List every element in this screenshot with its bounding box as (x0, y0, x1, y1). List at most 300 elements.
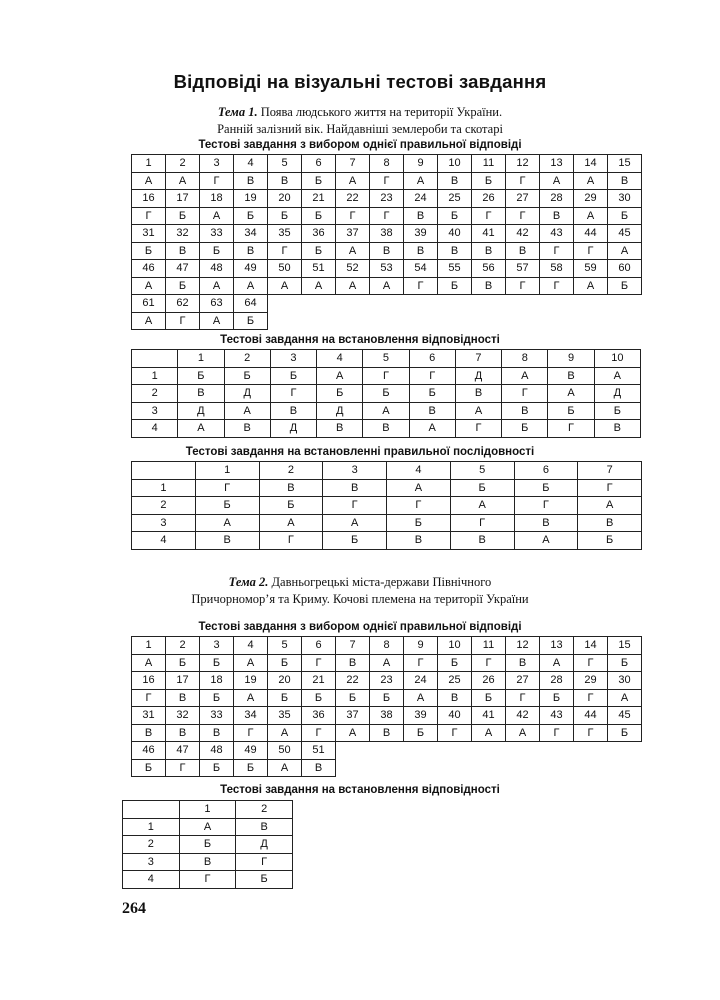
table-cell: Д (317, 402, 363, 420)
table-cell: 49 (234, 742, 268, 760)
table-cell: Г (370, 207, 404, 225)
table-cell: В (506, 242, 540, 260)
table-cell: Г (404, 277, 438, 295)
table-row (132, 385, 641, 403)
table-cell: А (302, 277, 336, 295)
table-cell: 3 (200, 637, 234, 655)
table-cell: 33 (200, 707, 234, 725)
table-cell: В (548, 367, 594, 385)
page-title: Відповіді на візуальні тестові завдання (173, 71, 547, 92)
table-cell: 48 (200, 742, 234, 760)
table-row (132, 367, 641, 385)
table-cell: А (166, 172, 200, 190)
table-cell: А (234, 654, 268, 672)
table-cell: 43 (540, 707, 574, 725)
table-cell: 38 (370, 707, 404, 725)
table-cell: В (166, 724, 200, 742)
table-row (132, 672, 642, 690)
table-cell: А (506, 724, 540, 742)
table-cell: 14 (574, 155, 608, 173)
table-cell: Г (166, 312, 200, 330)
table-cell: А (370, 277, 404, 295)
table-cell: 39 (404, 225, 438, 243)
table-cell: Г (195, 479, 259, 497)
table-cell: 2 (166, 637, 200, 655)
table-cell: 12 (506, 637, 540, 655)
table-cell: 13 (540, 155, 574, 173)
table-t2-matching (122, 800, 293, 889)
table-cell: 25 (438, 190, 472, 208)
table-cell: 13 (540, 637, 574, 655)
table-cell: 55 (438, 260, 472, 278)
table-cell: А (387, 479, 451, 497)
table-cell: 21 (302, 190, 336, 208)
table-row (132, 277, 642, 295)
table-cell: В (166, 242, 200, 260)
table-cell: 6 (302, 637, 336, 655)
table-cell: Б (178, 367, 224, 385)
table-cell: Б (224, 367, 270, 385)
table-cell: А (594, 367, 640, 385)
table-row (132, 402, 641, 420)
table-cell: А (132, 654, 166, 672)
table-cell: Б (268, 207, 302, 225)
table-cell: А (540, 172, 574, 190)
table-cell: В (302, 759, 336, 777)
table-cell: В (387, 532, 451, 550)
table-cell: 23 (370, 672, 404, 690)
table-cell: Б (387, 514, 451, 532)
table-cell: 40 (438, 707, 472, 725)
table-row (132, 312, 642, 330)
table-row (132, 190, 642, 208)
table-cell: 12 (506, 155, 540, 173)
table-row (132, 242, 642, 260)
table-cell: Б (594, 402, 640, 420)
table-cell: В (404, 242, 438, 260)
caption-t1-single-choice: Тестові завдання з вибором однієї правильної відповіді (198, 139, 522, 151)
table-cell: В (472, 277, 506, 295)
table-cell: А (323, 514, 387, 532)
table-cell: Б (302, 207, 336, 225)
table-cell: 45 (608, 707, 642, 725)
table-cell: В (594, 420, 640, 438)
table-cell: 3 (323, 462, 387, 480)
table-cell: В (336, 654, 370, 672)
table-cell: 52 (336, 260, 370, 278)
table-cell (132, 350, 178, 368)
table-cell: В (540, 207, 574, 225)
table-cell: Д (455, 367, 501, 385)
table-cell: А (336, 172, 370, 190)
table-row (132, 462, 642, 480)
table-cell: Г (404, 654, 438, 672)
table-cell: 37 (336, 707, 370, 725)
table-cell: Г (302, 724, 336, 742)
table-cell: В (514, 514, 578, 532)
table-cell: А (574, 172, 608, 190)
table-cell: Г (302, 654, 336, 672)
table-cell: А (363, 402, 409, 420)
table-cell: 1 (132, 637, 166, 655)
table-cell: 26 (472, 190, 506, 208)
table-t1-single-choice (131, 154, 642, 330)
table-cell: Б (404, 724, 438, 742)
table-cell: В (132, 724, 166, 742)
table-row (132, 155, 642, 173)
table-cell: Г (438, 724, 472, 742)
table-cell: А (178, 420, 224, 438)
topic-1-line-2: Ранній залізний вік. Найдавніші землероби та скотарі (217, 122, 503, 136)
table-cell: Б (438, 207, 472, 225)
table-cell: А (409, 420, 455, 438)
table-cell: Г (540, 277, 574, 295)
table-cell: 61 (132, 295, 166, 313)
table-cell: 2 (132, 497, 196, 515)
table-row (132, 260, 642, 278)
table-cell: Б (608, 724, 642, 742)
caption-t2-single-choice: Тестові завдання з вибором однієї правильної відповіді (198, 621, 522, 633)
table-cell: Г (472, 207, 506, 225)
table-cell: А (200, 277, 234, 295)
table-cell: Б (608, 277, 642, 295)
table-cell: 41 (472, 225, 506, 243)
table-cell: 4 (387, 462, 451, 480)
table-cell: 25 (438, 672, 472, 690)
table-cell: Г (514, 497, 578, 515)
table-cell: 33 (200, 225, 234, 243)
table-cell: В (608, 172, 642, 190)
table-cell: 18 (200, 672, 234, 690)
table-row (132, 654, 642, 672)
table-cell: Б (302, 242, 336, 260)
table-cell: В (450, 532, 514, 550)
table-cell: Г (506, 207, 540, 225)
table-cell: Б (370, 689, 404, 707)
table-cell: Б (438, 277, 472, 295)
table-cell: 8 (370, 637, 404, 655)
table-cell: 1 (132, 479, 196, 497)
table-cell: Г (455, 420, 501, 438)
table-cell: В (370, 242, 404, 260)
table-cell: Г (387, 497, 451, 515)
table-cell: Б (323, 532, 387, 550)
table-cell: Г (540, 724, 574, 742)
table-cell: В (234, 172, 268, 190)
table-cell: Б (302, 172, 336, 190)
table-cell: Г (234, 724, 268, 742)
table-cell: В (195, 532, 259, 550)
table-cell: Г (548, 420, 594, 438)
table-cell: 2 (132, 385, 178, 403)
table-cell: 29 (574, 190, 608, 208)
table-cell: 32 (166, 225, 200, 243)
table-cell: 1 (132, 367, 178, 385)
table-cell: 15 (608, 155, 642, 173)
table-cell: 9 (404, 637, 438, 655)
table-cell: А (450, 497, 514, 515)
table-empty-space (336, 742, 642, 760)
table-cell: А (132, 312, 166, 330)
table-cell: 34 (234, 225, 268, 243)
table-cell: Б (234, 207, 268, 225)
table-cell: 57 (506, 260, 540, 278)
table-cell: 27 (506, 672, 540, 690)
table-cell: 1 (195, 462, 259, 480)
table-cell: 28 (540, 672, 574, 690)
table-cell: 5 (268, 155, 302, 173)
table-row (132, 225, 642, 243)
table-cell: 16 (132, 190, 166, 208)
table-row (132, 724, 642, 742)
table-cell: А (224, 402, 270, 420)
table-cell: А (200, 207, 234, 225)
table-cell: В (166, 689, 200, 707)
table-cell: А (608, 689, 642, 707)
table-cell: 3 (200, 155, 234, 173)
table-cell: Б (268, 689, 302, 707)
table-cell: Г (268, 242, 302, 260)
table-cell: Д (178, 402, 224, 420)
table-cell: Б (548, 402, 594, 420)
table-cell: Б (179, 836, 236, 854)
table-cell: 7 (336, 637, 370, 655)
table-cell: Б (234, 759, 268, 777)
table-cell: 10 (594, 350, 640, 368)
table-cell: 6 (514, 462, 578, 480)
table-cell: Г (574, 654, 608, 672)
table-row (132, 707, 642, 725)
table-row (132, 514, 642, 532)
table-cell: 22 (336, 190, 370, 208)
table-cell: В (268, 172, 302, 190)
table-row (132, 207, 642, 225)
table-cell: 51 (302, 742, 336, 760)
table-cell: 49 (234, 260, 268, 278)
table-row (132, 479, 642, 497)
caption-t1-matching: Тестові завдання на встановлення відповідності (220, 334, 500, 346)
table-cell: А (370, 654, 404, 672)
table-cell: Г (370, 172, 404, 190)
table-cell: 58 (540, 260, 574, 278)
table-cell: 5 (363, 350, 409, 368)
table-cell: Г (574, 242, 608, 260)
table-cell: 3 (270, 350, 316, 368)
table-cell: 4 (132, 420, 178, 438)
table-cell: 31 (132, 707, 166, 725)
table-cell: А (336, 724, 370, 742)
topic-1-heading (0, 104, 720, 138)
table-cell: 51 (302, 260, 336, 278)
table-cell: 26 (472, 672, 506, 690)
table-cell: Б (270, 367, 316, 385)
table-cell: В (438, 242, 472, 260)
table-cell: А (259, 514, 323, 532)
table-cell (132, 462, 196, 480)
table-cell: В (200, 724, 234, 742)
table-row (123, 836, 293, 854)
topic-2-line-2: Причорномор’я та Криму. Кочові племена на території України (191, 592, 529, 606)
table-cell: Г (200, 172, 234, 190)
table-cell: 45 (608, 225, 642, 243)
table-cell: Б (234, 312, 268, 330)
table-cell: 64 (234, 295, 268, 313)
table-cell: 47 (166, 260, 200, 278)
table-cell: А (608, 242, 642, 260)
table-cell: А (540, 654, 574, 672)
caption-t2-matching: Тестові завдання на встановлення відповідності (220, 784, 500, 796)
table-cell: 38 (370, 225, 404, 243)
table-cell: В (224, 420, 270, 438)
table-cell: 14 (574, 637, 608, 655)
table-cell: 46 (132, 742, 166, 760)
table-cell: 60 (608, 260, 642, 278)
table-cell: 4 (234, 155, 268, 173)
table-cell: 8 (370, 155, 404, 173)
table-cell: Б (302, 689, 336, 707)
table-cell: 4 (234, 637, 268, 655)
table-cell: 32 (166, 707, 200, 725)
table-cell: В (404, 207, 438, 225)
table-cell: 7 (455, 350, 501, 368)
table-cell: Б (514, 479, 578, 497)
table-cell: 9 (404, 155, 438, 173)
table-cell: В (317, 420, 363, 438)
table-cell: Г (132, 689, 166, 707)
table-cell: 39 (404, 707, 438, 725)
table-cell: Г (270, 385, 316, 403)
table-cell: 10 (438, 637, 472, 655)
table-cell: 2 (123, 836, 180, 854)
table-cell: 17 (166, 672, 200, 690)
topic-2-line-1: Давньогрецькі міста-держави Північного (271, 575, 492, 589)
table-cell: 20 (268, 672, 302, 690)
table-cell: Б (608, 654, 642, 672)
table-cell: 5 (268, 637, 302, 655)
table-cell: В (455, 385, 501, 403)
table-row (132, 420, 641, 438)
table-cell: 24 (404, 190, 438, 208)
table-cell: Б (608, 207, 642, 225)
table-cell: Б (363, 385, 409, 403)
table-row (132, 742, 642, 760)
table-row (132, 759, 642, 777)
table-cell: 24 (404, 672, 438, 690)
table-cell: В (259, 479, 323, 497)
table-cell: 27 (506, 190, 540, 208)
table-cell: Б (438, 654, 472, 672)
table-cell: Г (336, 207, 370, 225)
table-row (132, 497, 642, 515)
table-cell: Б (450, 479, 514, 497)
table-cell: Г (506, 689, 540, 707)
table-cell: А (404, 689, 438, 707)
table-cell: 42 (506, 225, 540, 243)
table-cell: Г (132, 207, 166, 225)
table-cell: 29 (574, 672, 608, 690)
table-cell: 63 (200, 295, 234, 313)
table-cell: Г (450, 514, 514, 532)
table-cell: В (234, 242, 268, 260)
table-cell: Б (540, 689, 574, 707)
table-t1-sequence (131, 461, 642, 550)
table-cell: 36 (302, 707, 336, 725)
table-cell: В (323, 479, 387, 497)
table-cell: В (179, 853, 236, 871)
table-cell: В (578, 514, 642, 532)
table-cell: 22 (336, 672, 370, 690)
table-cell: Б (502, 420, 548, 438)
table-cell: В (363, 420, 409, 438)
table-cell: 5 (450, 462, 514, 480)
table-cell: 46 (132, 260, 166, 278)
table-cell: Б (195, 497, 259, 515)
topic-1-line-1: Поява людського життя на території України. (260, 105, 503, 119)
table-cell: Б (317, 385, 363, 403)
topic-2-heading (0, 574, 720, 608)
table-cell: 17 (166, 190, 200, 208)
caption-t1-sequence: Тестові завдання на встановленні правильної послідовності (185, 446, 535, 458)
table-cell: 1 (179, 801, 236, 819)
table-cell: 41 (472, 707, 506, 725)
table-cell: А (317, 367, 363, 385)
table-cell: 2 (236, 801, 293, 819)
table-cell: 21 (302, 672, 336, 690)
table-cell: 1 (178, 350, 224, 368)
table-cell: 19 (234, 672, 268, 690)
table-cell: А (336, 242, 370, 260)
table-cell: Б (166, 654, 200, 672)
table-cell: 2 (259, 462, 323, 480)
table-cell: Б (268, 654, 302, 672)
table-cell: Г (236, 853, 293, 871)
table-cell: Г (540, 242, 574, 260)
table-cell: 11 (472, 155, 506, 173)
table-cell: А (268, 759, 302, 777)
table-cell: 28 (540, 190, 574, 208)
table-cell: Г (506, 277, 540, 295)
table-cell: А (574, 277, 608, 295)
table-cell: А (472, 724, 506, 742)
table-cell: В (506, 654, 540, 672)
table-t1-matching (131, 349, 641, 438)
table-cell: 4 (317, 350, 363, 368)
table-cell: 36 (302, 225, 336, 243)
table-cell: Б (409, 385, 455, 403)
table-empty-space (336, 759, 642, 777)
table-cell: 47 (166, 742, 200, 760)
table-cell: 56 (472, 260, 506, 278)
table-cell: Б (200, 242, 234, 260)
table-cell: Б (236, 871, 293, 889)
table-cell: 3 (123, 853, 180, 871)
table-cell: 37 (336, 225, 370, 243)
table-cell: А (268, 277, 302, 295)
table-cell: Г (363, 367, 409, 385)
table-cell: Г (409, 367, 455, 385)
table-cell: Г (323, 497, 387, 515)
table-cell: 10 (438, 155, 472, 173)
table-cell: Б (472, 172, 506, 190)
table-cell: А (574, 207, 608, 225)
table-cell: В (409, 402, 455, 420)
table-cell: Б (166, 277, 200, 295)
table-cell: В (178, 385, 224, 403)
table-cell: Б (336, 689, 370, 707)
table-cell: В (438, 172, 472, 190)
table-cell: 4 (132, 532, 196, 550)
table-cell: 59 (574, 260, 608, 278)
